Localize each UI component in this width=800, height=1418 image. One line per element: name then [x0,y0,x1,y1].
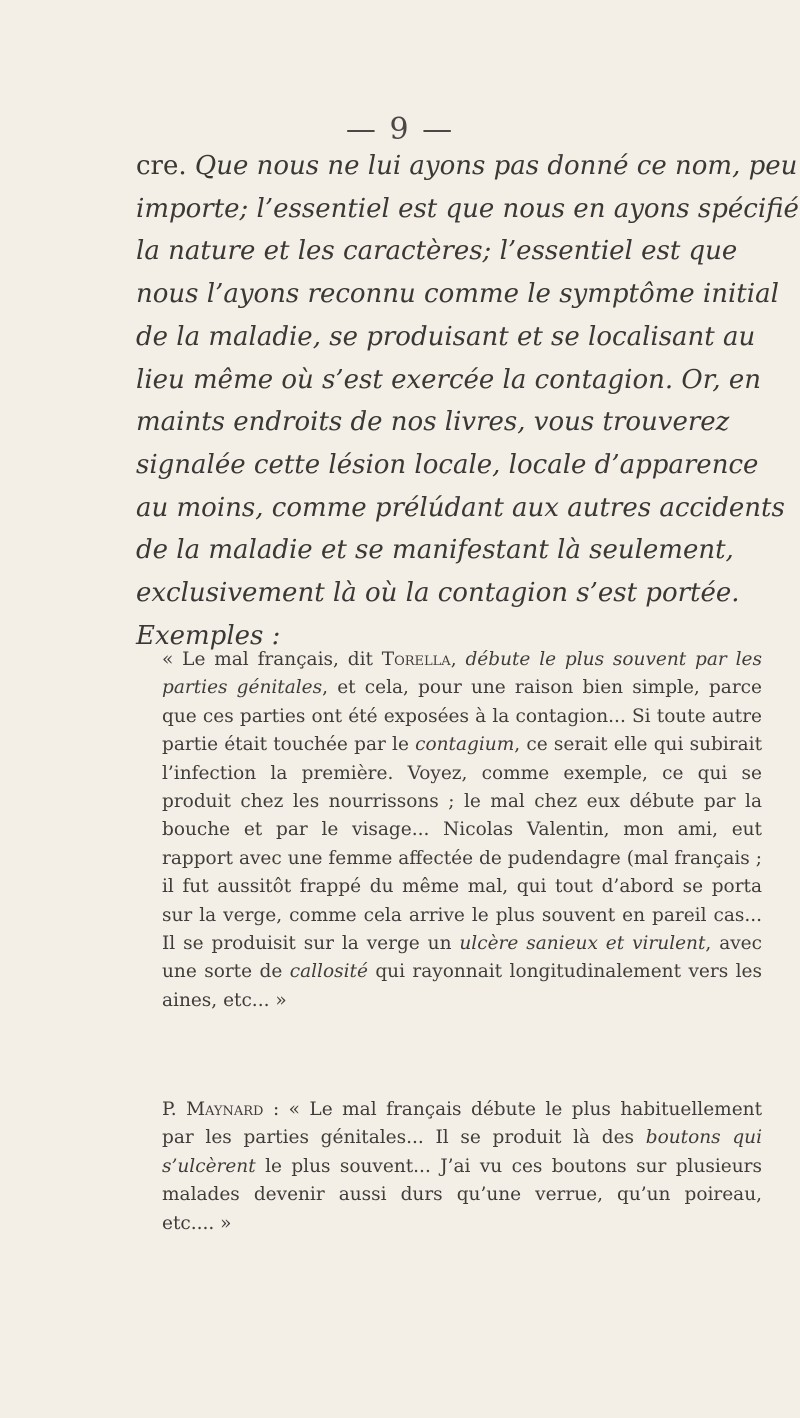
text-line: Exemples : [136,620,281,651]
text-fragment: cre. [136,151,187,181]
text-line: signalée cette lésion locale, locale d’apparence [136,449,759,480]
text-line: la nature et les caractères; l’essentiel est que [136,236,738,267]
quote-text: P. [162,1099,177,1120]
quote-emphasis: boutons qui s’ulcèrent [162,1127,762,1177]
quote-emphasis: contagium [415,734,515,756]
text-line: maints endroits de nos livres, vous trouverez [136,407,730,438]
quote-text: qui rayonnait longitudinalement vers les aines, etc... » [162,961,762,1011]
main-paragraph [136,145,799,657]
quote-emphasis: débute le plus souvent par les parties génitales [162,649,762,699]
text-line [136,145,798,188]
text-line: de la maladie, se produisant et se localisant au [136,321,756,352]
quote-text: , et cela, pour une raison bien simple, parce que ces parties ont été exposées à la contagion... Si toute autre partie était touchée par le [162,677,762,756]
quote-maynard [136,1096,762,1238]
quote-text: « Le mal français, dit [162,649,373,670]
quote-emphasis: callosité [289,961,368,983]
quote-emphasis: ulcère sanieux et virulent [459,933,706,955]
text-line: nous l’ayons reconnu comme le symptôme initial [136,279,779,310]
author-name: Maynard [186,1099,264,1120]
quote-text: , avec une sorte de [162,933,762,983]
quote-text: , [450,649,457,670]
text-line: lieu même où s’est exercée la contagion. Or, en [136,364,761,395]
page-number: — 9 — [345,112,455,147]
quote-text: , ce serait elle qui subirait l’infection la première. Voyez, comme exemple, ce qui se produit chez les nourrissons ; le mal chez eux débute par la bouche et par le visage... Nicolas Valentin, mon ami, eut rapport avec une femme affectée de pudendagre (mal français ; il fut aussitôt frappé du même mal, qui tout d’abord se porta sur la verge, comme cela arrive le plus souvent en pareil cas... Il se produisit sur la verge un [162,734,763,955]
quote-text: : « Le mal français débute le plus habituellement par les parties génitales... Il se produit là des [162,1099,763,1149]
author-name: Torella [381,649,451,670]
quote-torella [136,646,762,1015]
text-fragment: Que nous ne lui ayons pas donné ce nom, peu [194,151,798,181]
text-line: au moins, comme prélúdant aux autres accidents [136,492,785,523]
text-line: de la maladie et se manifestant là seulement, [136,535,734,566]
text-line: importe; l’essentiel est que nous en ayons spécifié [136,193,799,224]
text-line: exclusivement là où la contagion s’est portée. [136,578,740,609]
quote-text: le plus souvent... J’ai vu ces boutons sur plusieurs malades devenir aussi durs qu’une verrue, qu’un poireau, etc.... » [162,1155,763,1234]
